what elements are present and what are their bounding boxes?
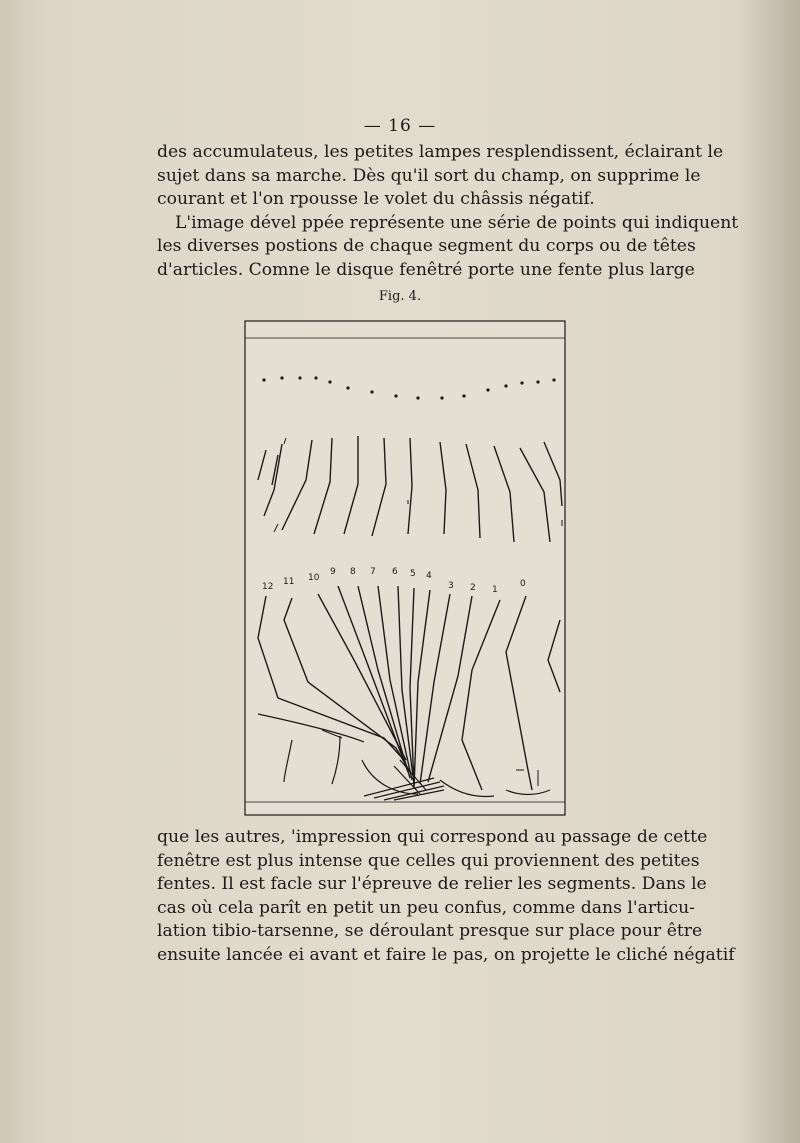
text-line: courant et l'on rpousse le volet du châssis négatif. bbox=[157, 189, 595, 210]
page-number: — 16 — bbox=[363, 116, 437, 136]
text-line: d'articles. Comne le disque fenêtré porte une fente plus large bbox=[157, 259, 695, 280]
text-line: les diverses postions de chaque segment du corps ou de têtes bbox=[157, 236, 696, 257]
figure-caption: Fig. 4. bbox=[378, 289, 422, 304]
text-line: ensuite lancée ei avant et faire le pas, on projette le cliché négatif bbox=[157, 944, 735, 965]
text-line: cas où cela parît en petit un peu confus, comme dans l'articu- bbox=[157, 897, 695, 918]
text-line: fentes. Il est facle sur l'épreuve de relier les segments. Dans le bbox=[157, 874, 707, 895]
text-line: sujet dans sa marche. Dès qu'il sort du champ, on supprime le bbox=[157, 165, 701, 186]
label-3: 3 bbox=[448, 581, 454, 591]
paragraph-bottom bbox=[157, 826, 735, 968]
paragraph-top bbox=[157, 141, 739, 283]
text-line: lation tibio-tarsenne, se déroulant presque sur place pour être bbox=[157, 921, 703, 942]
label-12: 12 bbox=[262, 582, 274, 592]
figure-svg bbox=[244, 320, 566, 816]
label-5: 5 bbox=[410, 569, 416, 579]
label-4: 4 bbox=[426, 571, 432, 581]
label-9: 9 bbox=[330, 567, 336, 577]
label-7: 7 bbox=[370, 567, 376, 577]
text-line: fenêtre est plus intense que celles qui proviennent des petites bbox=[157, 850, 700, 871]
label-1: 1 bbox=[492, 585, 498, 595]
text-line: L'image dével ppée représente une série de points qui indiquent bbox=[175, 212, 739, 233]
label-2: 2 bbox=[470, 583, 476, 593]
label-11: 11 bbox=[283, 577, 295, 587]
label-6: 6 bbox=[392, 567, 398, 577]
label-10: 10 bbox=[308, 573, 320, 583]
label-8: 8 bbox=[350, 567, 356, 577]
figure-frame bbox=[245, 321, 565, 815]
text-line: des accumulateus, les petites lampes resplendissent, éclairant le bbox=[157, 142, 724, 162]
figure-diagram bbox=[244, 320, 566, 816]
text-line: que les autres, 'impression qui correspond au passage de cette bbox=[157, 827, 708, 847]
label-0: 0 bbox=[520, 579, 526, 589]
